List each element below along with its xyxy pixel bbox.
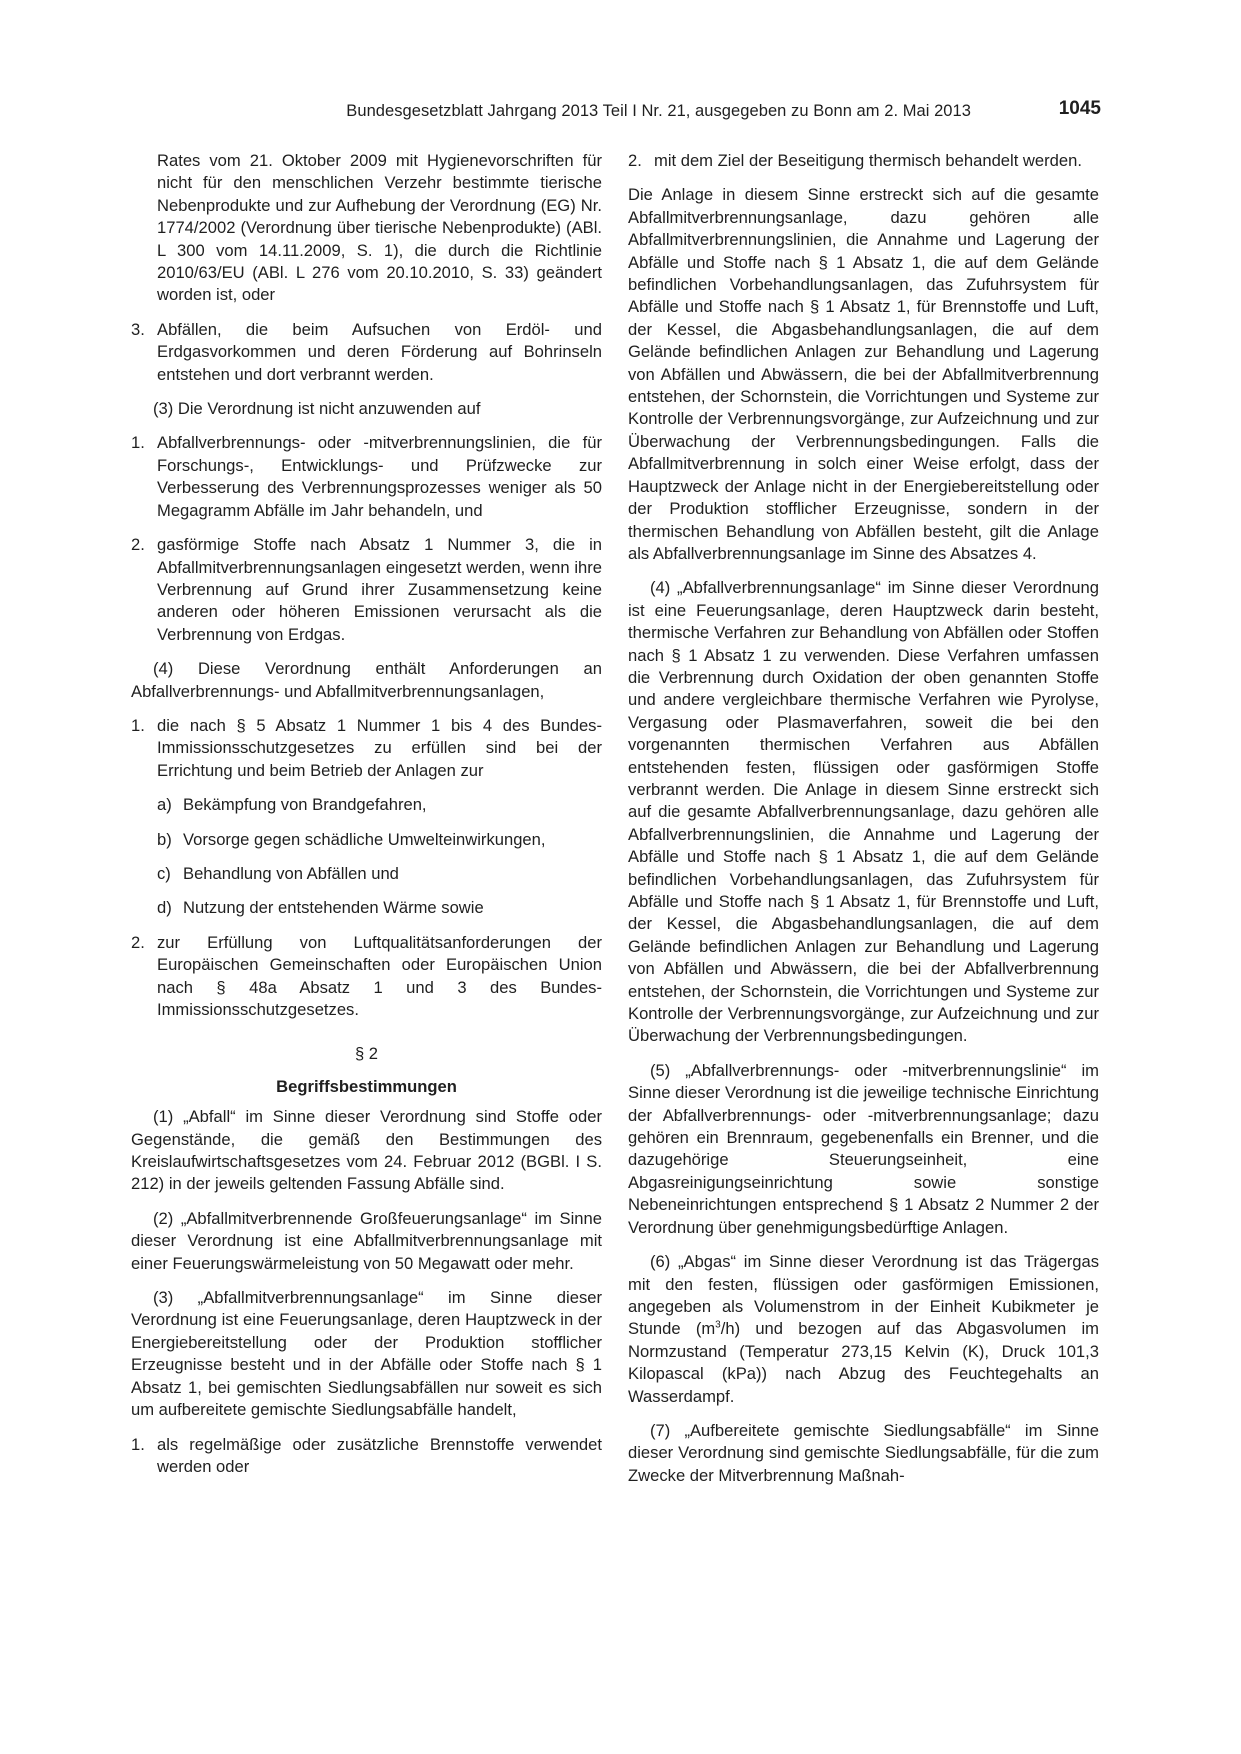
list-number: 2.: [131, 535, 145, 555]
list-item: [131, 319, 602, 386]
definition-2: (2) „Abfallmitverbrennende Großfeuerungsanlage“ im Sinne dieser Verordnung ist eine Abfallmitverbrennungsanlage mit einer Feuerungswärmeleistung von 50 Megawatt oder mehr.: [131, 1208, 602, 1273]
definition-3-tail: Die Anlage in diesem Sinne erstreckt sich auf die gesamte Abfallmitverbrennungsanlage, dazu gehören alle Abfallmitverbrennungslinien, die Annahme und Lagerung der Abfälle und Stoffe nach § 1 Absatz 1, die auf dem Gelände befindlichen Vorbehandlungsanlagen, das Zufuhrsystem für Abfälle und Stoffe nach § 1 Absatz 1, für Brennstoffe und Luft, der Kessel, die Abgasbehandlungsanlagen, die auf dem Gelände befindlichen Anlagen zur Behandlung und Lagerung von Abfällen und Abwässern, die bei der Abfallmitverbrennung entstehen, der Schornstein, die Vorrichtungen und Systeme zur Kontrolle der Verbrennungsvorgänge, zur Aufzeichnung und zur Überwachung der Verbrennungsbedingungen. Falls die Abfallmitverbrennung in solch einer Weise erfolgt, dass der Hauptzweck der Anlage nicht in der Energiebereitstellung oder der Produktion stofflicher Erzeugnisse, sondern in der thermischen Behandlung von Abfällen besteht, gilt die Anlage als Abfallverbrennungsanlage im Sinne des Absatzes 4.: [628, 185, 1099, 563]
list-number: 3.: [131, 319, 145, 339]
list-number: 1.: [131, 433, 145, 453]
sub-list-letter: a): [157, 795, 172, 815]
sub-list-text: Behandlung von Abfällen und: [183, 863, 399, 883]
list-item: [131, 932, 602, 1022]
list-number: 2.: [131, 932, 145, 952]
sub-list-item: [131, 794, 602, 816]
sub-list-text: Bekämpfung von Brandgefahren,: [183, 795, 427, 815]
list-number: 1.: [131, 715, 145, 735]
definition-3: (3) „Abfallmitverbrennungsanlage“ im Sinne dieser Verordnung ist eine Feuerungsanlage, deren Hauptzweck in der Energiebereitstellung oder der Produktion stofflicher Erzeugnisse besteht und in der Abfälle oder Stoffe nach § 1 Absatz 1, bei gemischten Siedlungsabfällen nur soweit es sich um aufbereitete gemischte Siedlungsabfälle handelt,: [131, 1288, 602, 1420]
list-text: Abfallverbrennungs- oder -mitverbrennungslinien, die für Forschungs-, Entwicklungs- und Prüfzwecke zur Verbesserung des Verbrennungsprozesses weniger als 50 Megagramm Abfälle im Jahr behandeln, und: [157, 433, 602, 520]
sub-list-letter: c): [157, 863, 171, 883]
list-number: 1.: [131, 1434, 145, 1454]
list-item: [131, 715, 602, 782]
sub-list-item: [131, 829, 602, 851]
superscript-3: 3: [715, 1319, 721, 1331]
definition-6: [628, 1251, 1099, 1408]
page-number: 1045: [1058, 98, 1101, 119]
sub-list-item: [131, 897, 602, 919]
paragraph-abs4: (4) Diese Verordnung enthält Anforderungen an Abfallverbrennungs- und Abfallmitverbrennungsanlagen,: [131, 659, 602, 701]
list-text: mit dem Ziel der Beseitigung thermisch behandelt werden.: [654, 151, 1082, 170]
list-item: [131, 1434, 602, 1479]
list-text: gasförmige Stoffe nach Absatz 1 Nummer 3, die in Abfallmitverbrennungsanlagen eingesetzt werden, wenn ihre Verbrennung auf Grund ihrer Zusammensetzung keine anderen oder höheren Emissionen verursacht als die Verbrennung von Erdgas.: [157, 535, 602, 644]
sub-list-letter: d): [157, 898, 172, 918]
page-header: [0, 96, 1241, 126]
list-text: zur Erfüllung von Luftqualitätsanforderungen der Europäischen Gemeinschaften oder Europäischen Union nach § 48a Absatz 1 und 3 des Bundes-Immissionsschutzgesetzes.: [157, 932, 602, 1019]
list-item: [628, 150, 1099, 172]
section-title: Begriffsbestimmungen: [276, 1076, 457, 1096]
list-item: [131, 534, 602, 646]
running-title: Bundesgesetzblatt Jahrgang 2013 Teil I Nr. 21, ausgegeben zu Bonn am 2. Mai 2013: [346, 102, 971, 120]
paragraph-abs3: (3) Die Verordnung ist nicht anzuwenden auf: [153, 399, 481, 419]
list-text: Abfällen, die beim Aufsuchen von Erdöl- und Erdgasvorkommen und deren Förderung auf Bohrinseln entstehen und dort verbrannt werden.: [157, 319, 602, 384]
list-text: als regelmäßige oder zusätzliche Brennstoffe verwendet werden oder: [157, 1434, 602, 1476]
sub-list-text: Vorsorge gegen schädliche Umwelteinwirkungen,: [183, 829, 546, 849]
sub-list-letter: b): [157, 829, 172, 849]
definition-1: (1) „Abfall“ im Sinne dieser Verordnung sind Stoffe oder Gegenstände, die gemäß den Bestimmungen des Kreislaufwirtschaftsgesetzes vom 24. Februar 2012 (BGBl. I S. 212) in der jeweils geltenden Fassung Abfälle sind.: [131, 1107, 602, 1194]
definition-5: (5) „Abfallverbrennungs- oder -mitverbrennungslinie“ im Sinne dieser Verordnung ist die jeweilige technische Einrichtung der Abfallverbrennungs- oder -mitverbrennungsanlage; dazu gehören ein Brennraum, gegebenenfalls ein Brenner, und die dazugehörige Steuerungseinheit, eine Abgasreinigungseinrichtung sowie sonstige Nebeneinrichtungen entsprechend § 1 Absatz 2 Nummer 2 der Verordnung über genehmigungsbedürftige Anlagen.: [628, 1060, 1099, 1237]
definition-6-text-a: (6) „Abgas“ im Sinne dieser Verordnung ist das Trägergas mit den festen, flüssigen oder gasförmigen Emissionen, angegeben als Volumenstrom in der Einheit Kubikmeter je Stunde (m: [628, 1252, 1099, 1339]
section-number: § 2: [354, 1044, 379, 1064]
list-text: die nach § 5 Absatz 1 Nummer 1 bis 4 des Bundes-Immissionsschutzgesetzes zu erfüllen sind bei der Errichtung und beim Betrieb der Anlagen zur: [157, 715, 602, 780]
list-item: [131, 432, 602, 522]
left-column: [131, 150, 602, 1490]
sub-list-item: [131, 863, 602, 885]
definition-6-text-b: /h) und bezogen auf das Abgasvolumen im Normzustand (Temperatur 273,15 Kelvin (K), Druck 101,3 Kilopascal (kPa)) nach Abzug des Feuchtegehalts an Wasserdampf.: [628, 1319, 1099, 1406]
list-number: 2.: [628, 151, 642, 170]
continued-paragraph: Rates vom 21. Oktober 2009 mit Hygienevorschriften für nicht für den menschlichen Verzehr bestimmte tierische Nebenprodukte und zur Aufhebung der Verordnung (EG) Nr. 1774/2002 (Verordnung über tierische Nebenprodukte) (ABl. L 300 vom 14.11.2009, S. 1), die durch die Richtlinie 2010/63/EU (ABl. L 276 vom 20.10.2010, S. 33) geändert worden ist, oder: [157, 151, 602, 305]
definition-4: (4) „Abfallverbrennungsanlage“ im Sinne dieser Verordnung ist eine Feuerungsanlage, deren Hauptzweck darin besteht, thermische Verfahren zur Behandlung von Abfällen oder Stoffen nach § 1 Absatz 1 zu verwenden. Diese Verfahren umfassen die Verbrennung durch Oxidation der oben genannten Stoffe und andere vergleichbare thermische Verfahren wie Pyrolyse, Vergasung oder Plasmaverfahren, soweit die bei den vorgenannten thermischen Verfahren aus Abfällen entstehenden festen, flüssigen oder gasförmigen Stoffe verbrannt werden. Die Anlage in diesem Sinne erstreckt sich auf die gesamte Abfallverbrennungsanlage, dazu gehören alle Abfallverbrennungslinien, die Annahme und Lagerung der Abfälle und Stoffe nach § 1 Absatz 1, die auf dem Gelände befindlichen Vorbehandlungsanlagen, das Zufuhrsystem für Abfälle und Stoffe nach § 1 Absatz 1, für Brennstoffe und Luft, der Kessel, die Abgasbehandlungsanlagen, die auf dem Gelände befindlichen Anlagen zur Behandlung und Lagerung von Abfällen und Abwässern, die bei der Abfallverbrennung entstehen, der Schornstein, die Vorrichtungen und Systeme zur Kontrolle der Verbrennungsvorgänge, zur Aufzeichnung und zur Überwachung der Verbrennungsbedingungen.: [628, 578, 1099, 1046]
definition-7: (7) „Aufbereitete gemischte Siedlungsabfälle“ im Sinne dieser Verordnung sind gemischte Siedlungsabfälle, für die zum Zwecke der Mitverbrennung Maßnah-: [628, 1420, 1099, 1485]
right-column: [628, 150, 1099, 1499]
sub-list-text: Nutzung der entstehenden Wärme sowie: [183, 898, 484, 918]
